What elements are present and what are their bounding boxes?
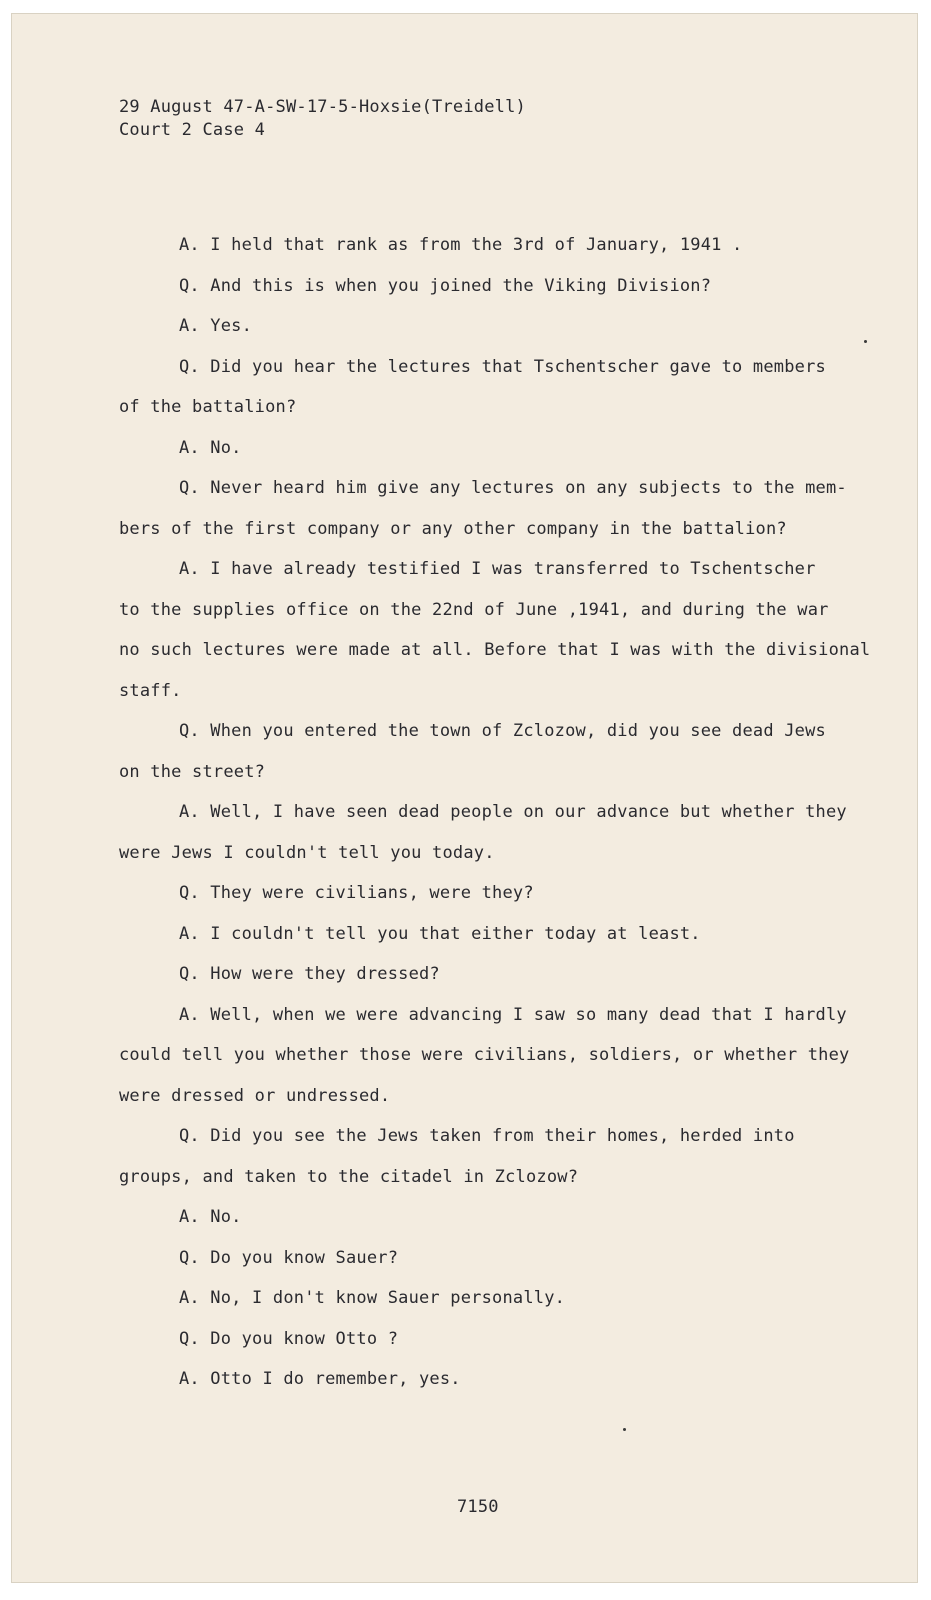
continuation-line: no such lectures were made at all. Before that I was with the divisional	[119, 640, 871, 660]
header-court-case: Court 2 Case 4	[119, 120, 266, 140]
header-date-reference: 29 August 47-A-SW-17-5-Hoxsie(Treidell)	[119, 97, 526, 117]
document-header	[119, 96, 526, 142]
answer-line: A. No.	[179, 1207, 242, 1227]
question-line: Q. Never heard him give any lectures on any subjects to the mem-	[179, 478, 847, 498]
answer-line: A. Yes.	[179, 316, 253, 336]
continuation-line: were dressed or undressed.	[119, 1085, 391, 1106]
question-line: Q. Did you see the Jews taken from their homes, herded into	[179, 1126, 795, 1146]
question-line: Q. They were civilians, were they?	[179, 883, 534, 903]
continuation-line: could tell you whether those were civilians, soldiers, or whether they	[119, 1045, 850, 1065]
continuation-line: bers of the first company or any other company in the battalion?	[119, 518, 787, 539]
answer-line: A. Well, when we were advancing I saw so many dead that I hardly	[179, 1004, 847, 1025]
paper-speck	[864, 340, 867, 343]
answer-line: A. Otto I do remember, yes.	[179, 1369, 461, 1389]
question-line: Q. How were they dressed?	[179, 964, 440, 984]
answer-line: A. I couldn't tell you that either today at least.	[179, 923, 701, 944]
page-number: 7150	[457, 1497, 499, 1517]
continuation-line: groups, and taken to the citadel in Zclozow?	[119, 1166, 579, 1187]
answer-line: A. I have already testified I was transferred to Tschentscher	[179, 559, 816, 579]
continuation-line: on the street?	[119, 761, 266, 782]
paper-speck	[623, 1428, 626, 1431]
answer-line: A. No, I don't know Sauer personally.	[179, 1288, 566, 1308]
continuation-line: were Jews I couldn't tell you today.	[119, 842, 495, 863]
question-line: Q. Did you hear the lectures that Tschentscher gave to members	[179, 356, 826, 377]
question-line: Q. Do you know Otto ?	[179, 1328, 399, 1349]
continuation-line: of the battalion?	[119, 397, 297, 417]
answer-line: A. No.	[179, 437, 242, 458]
answer-line: A. Well, I have seen dead people on our advance but whether they	[179, 802, 847, 822]
question-line: Q. When you entered the town of Zclozow, did you see dead Jews	[179, 721, 826, 741]
question-line: Q. And this is when you joined the Viking Division?	[179, 275, 712, 296]
question-line: Q. Do you know Sauer?	[179, 1247, 399, 1268]
continuation-line: to the supplies office on the 22nd of June ,1941, and during the war	[119, 599, 829, 620]
transcript-page	[12, 14, 917, 1582]
transcript-body	[119, 225, 871, 1400]
answer-line: A. I held that rank as from the 3rd of January, 1941 .	[179, 235, 743, 255]
continuation-line: staff.	[119, 680, 182, 701]
